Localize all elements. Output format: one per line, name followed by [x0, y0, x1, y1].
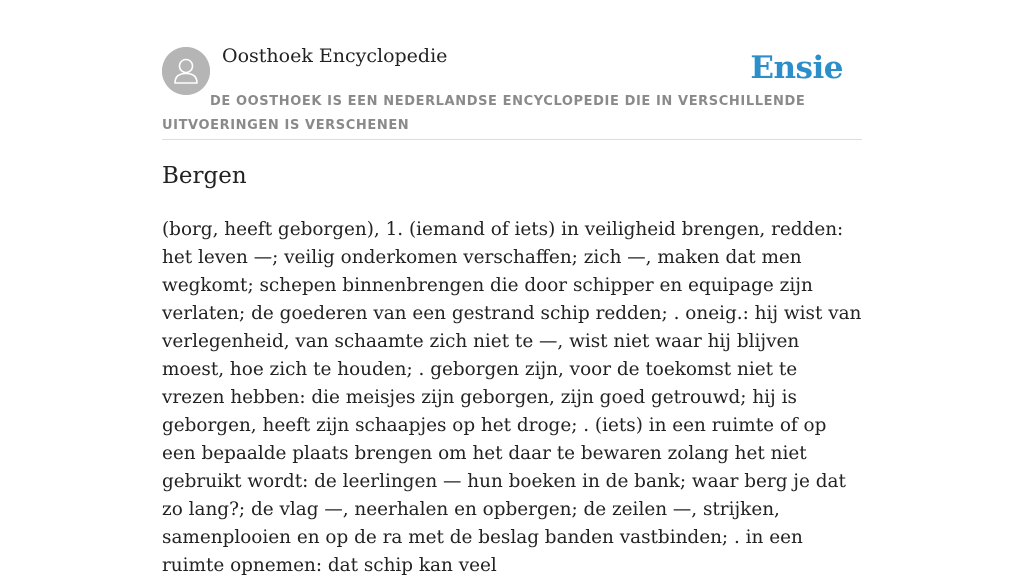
article-body: (borg, heeft geborgen), 1. (iemand of iets) in veiligheid brengen, redden: het leven —; veilig onderkomen verschaffen; zich —, maken dat men wegkomt; schepen binnenbrengen die door schipper en equipage zijn verlaten; de goederen van een gestrand schip redden; . oneig.: hij wist van verlegenheid, van schaamte zich niet te —, wist niet waar hij blijven moest, hoe zich te houden; . geborgen zijn, voor de toekomst niet te vrezen hebben: die meisjes zijn geborgen, zijn goed getrouwd; hij is geborgen, heeft zijn schaapjes op het droge; . (iets) in een ruimte of op een bepaalde plaats brengen om het daar te bewaren zolang het niet gebruikt wordt: de leerlingen — hun boeken in de bank; waar berg je dat zo lang?; de vlag —, neerhalen en opbergen; de zeilen —, strijken, samenplooien en op de ra met de beslag banden vastbinden; . in een ruimte opnemen: dat schip kan veel	[162, 219, 862, 576]
source-name-link[interactable]: Oosthoek Encyclopedie	[222, 45, 448, 67]
ensie-logo-link[interactable]: Ensie	[750, 50, 843, 86]
article-title: Bergen	[162, 163, 247, 189]
source-description: DE OOSTHOEK IS EEN NEDERLANDSE ENCYCLOPEDIE DIE IN VERSCHILLENDE UITVOERINGEN IS VERSCHENEN	[162, 94, 806, 133]
page-container	[162, 0, 862, 576]
user-icon[interactable]	[162, 47, 210, 95]
source-header	[162, 0, 862, 140]
